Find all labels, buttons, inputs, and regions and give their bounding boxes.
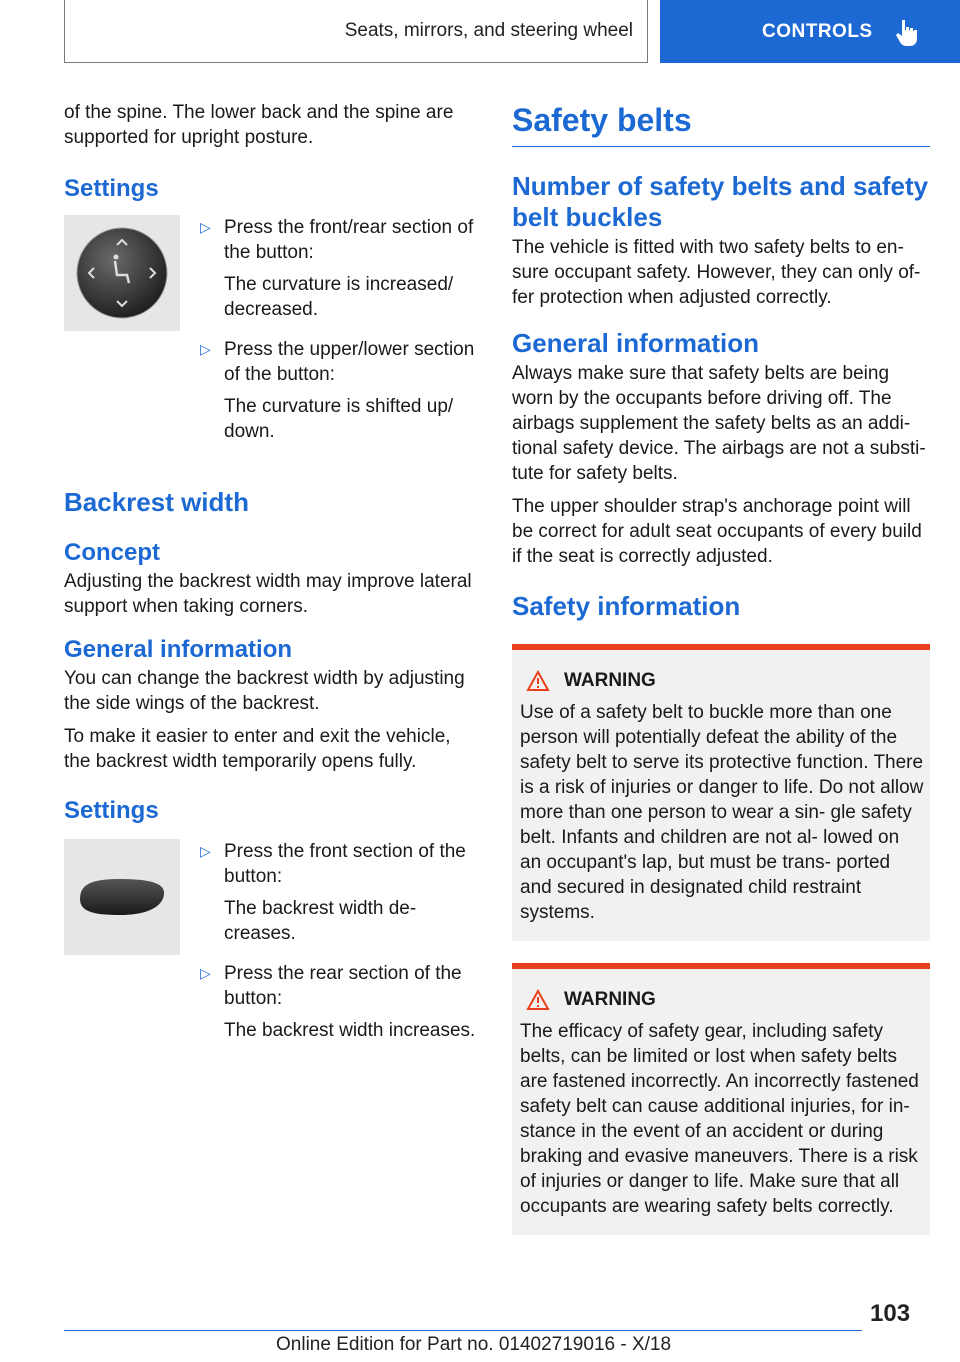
footer-edition: Online Edition for Part no. 01402719016 - X/18: [276, 1334, 672, 1355]
triangle-bullet-icon: ▷: [200, 219, 211, 235]
concept-text: Adjusting the backrest width may improve lateral support when taking corners.: [64, 571, 472, 617]
triangle-bullet-icon: ▷: [200, 843, 211, 859]
bullet-result: The curvature is shifted up/ down.: [224, 396, 454, 442]
general-info-heading: General information: [64, 636, 293, 663]
triangle-bullet-icon: ▷: [200, 341, 211, 357]
list-item: [200, 961, 478, 1050]
settings-heading: Settings: [64, 175, 159, 202]
warning-box: [512, 963, 930, 1235]
header-section-title: [64, 0, 648, 63]
general-p2: The upper shoulder strap's anchorage point will be correct for adult seat occupants of every build if the seat is correctly adjusted.: [512, 496, 922, 567]
general-info-p1: You can change the backrest width by adjusting the side wings of the backrest.: [64, 668, 465, 714]
header-chapter-tab[interactable]: [660, 0, 960, 63]
bullet-result: The curvature is increased/ decreased.: [224, 274, 454, 320]
bullet-text: Press the rear section of the button:: [224, 963, 462, 1009]
bullet-result: The backrest width increases.: [224, 1020, 476, 1041]
backrest-button-image: [64, 839, 180, 955]
pointing-hand-icon: [895, 18, 919, 46]
bullet-text: Press the front/rear section of the button:: [224, 217, 474, 263]
page-number: 103: [870, 1300, 911, 1327]
list-item: [200, 337, 478, 451]
general-heading: General information: [512, 328, 760, 358]
warning-text: Use of a safety belt to buckle more than one person will potentially defeat the ability of the safety belt to serve its protective function. There is a risk of injuries or danger to life. Do not allow more than one person to wear a sin- gle safety belt. Infants and children are not al- lowed on an occupant's lap, but must be trans- ported and secured in designated child restraint systems.: [520, 702, 924, 923]
warning-triangle-icon: [526, 989, 550, 1011]
title-divider: [512, 146, 930, 147]
right-column: [512, 100, 930, 1235]
backrest-width-heading: Backrest width: [64, 487, 249, 517]
backrest-bullet-list: [200, 839, 478, 1058]
concept-heading: Concept: [64, 539, 160, 566]
section-title: Seats, mirrors, and steering wheel: [344, 20, 633, 41]
list-item: [200, 215, 478, 329]
footer-divider: [64, 1330, 862, 1331]
warning-title: [520, 670, 924, 692]
intro-paragraph: of the spine. The lower back and the spine are supported for upright posture.: [64, 102, 454, 148]
settings-heading-2: Settings: [64, 797, 159, 824]
bullet-result: The backrest width de- creases.: [224, 898, 417, 944]
warning-label: WARNING: [564, 989, 656, 1010]
triangle-bullet-icon: ▷: [200, 965, 211, 981]
general-info-p2: To make it easier to enter and exit the vehicle, the backrest width temporarily opens fully.: [64, 726, 451, 772]
left-column: [64, 100, 478, 1058]
lumbar-bullet-list: [200, 215, 478, 459]
warning-title: [520, 989, 924, 1011]
safety-info-heading: Safety information: [512, 591, 741, 621]
warning-text: The efficacy of safety gear, including safety belts, can be limited or lost when safety belts are fastened incorrectly. An incorrectly fastened safety belt can cause additional injuries, for in- stance in the event of an accident or during braking and evasive maneuvers. There is a risk of injuries or danger to life. Make sure that all occupants are wearing safety belts correctly.: [520, 1021, 919, 1217]
bullet-text: Press the upper/lower section of the button:: [224, 339, 475, 385]
warning-box: [512, 644, 930, 941]
lumbar-button-image: [64, 215, 180, 331]
warning-label: WARNING: [564, 670, 656, 691]
bullet-text: Press the front section of the button:: [224, 841, 466, 887]
number-text: The vehicle is fitted with two safety belts to en- sure occupant safety. However, they can only of- fer protection when adjusted correctly.: [512, 237, 921, 308]
general-p1: Always make sure that safety belts are being worn by the occupants before driving off. The airbags supplement the safety belts as an addi- tional safety device. The airbags are not a substi- tute for safety belts.: [512, 363, 926, 484]
lumbar-settings: [64, 215, 478, 459]
list-item: [200, 839, 478, 953]
warning-triangle-icon: [526, 670, 550, 692]
page-title: Safety belts: [512, 102, 692, 138]
chapter-label: CONTROLS: [762, 20, 873, 42]
backrest-settings: [64, 839, 478, 1058]
number-heading: Number of safety belts and safety belt buckles: [512, 171, 929, 232]
